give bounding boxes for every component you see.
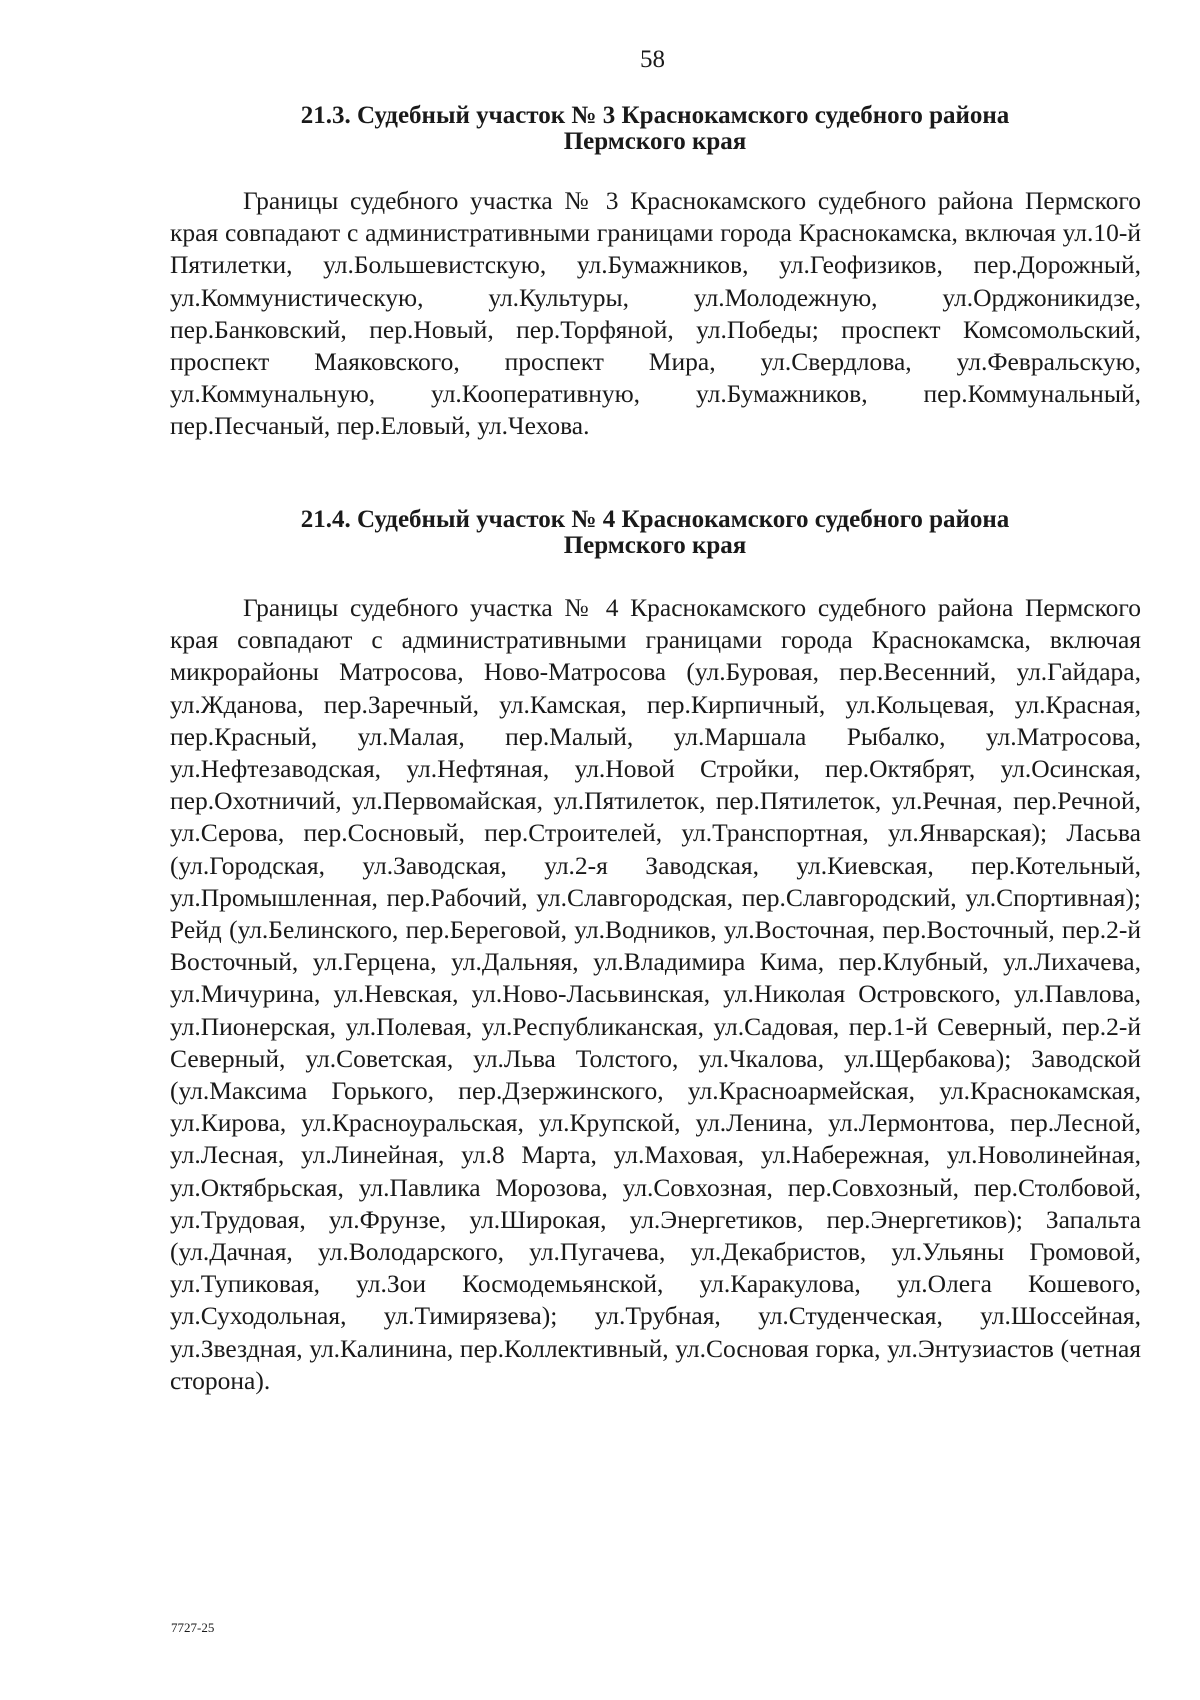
section-paragraph-21-3: Границы судебного участка № 3 Краснокамского судебного района Пермского края совпадают с административными границами города Краснокамска, включая ул.10-й Пятилетки, ул.Большевистскую, ул.Бумажников, ул.Геофизиков, пер.Дорожный, ул.Коммунистическую, ул.Культуры, ул.Молодежную, ул.Орджоникидзе, пер.Банковский, пер.Новый, пер.Торфяной, ул.Победы; проспект Комсомольский, проспект Маяковского, проспект Мира, ул.Свердлова, ул.Февральскую, ул.Коммунальную, ул.Кооперативную, ул.Бумажников, пер.Коммунальный, пер.Песчаный, пер.Еловый, ул.Чехова.	[170, 186, 1141, 441]
section-heading-line: 21.3. Судебный участок № 3 Краснокамского судебного района	[300, 102, 1010, 129]
section-paragraph-21-4: Границы судебного участка № 4 Краснокамского судебного района Пермского края совпадают с административными границами города Краснокамска, включая микрорайоны Матросова, Ново-Матросова (ул.Буровая, пер.Весенний, ул.Гайдара, ул.Жданова, пер.Заречный, ул.Камская, пер.Кирпичный, ул.Кольцевая, ул.Красная, пер.Красный, ул.Малая, пер.Малый, ул.Маршала Рыбалко, ул.Матросова, ул.Нефтезаводская, ул.Нефтяная, ул.Новой Стройки, пер.Октябрят, ул.Осинская, пер.Охотничий, ул.Первомайская, ул.Пятилеток, пер.Пятилеток, ул.Речная, пер.Речной, ул.Серова, пер.Сосновый, пер.Строителей, ул.Транспортная, ул.Январская); Ласьва (ул.Городская, ул.Заводская, ул.2-я Заводская, ул.Киевская, пер.Котельный, ул.Промышленная, пер.Рабочий, ул.Славгородская, пер.Славгородский, ул.Спортивная); Рейд (ул.Белинского, пер.Береговой, ул.Водников, ул.Восточная, пер.Восточный, пер.2-й Восточный, ул.Герцена, ул.Дальняя, ул.Владимира Кима, пер.Клубный, ул.Лихачева, ул.Мичурина, ул.Невская, ул.Ново-Ласьвинская, ул.Николая Островского, ул.Павлова, ул.Пионерская, ул.Полевая, ул.Республиканская, ул.Садовая, пер.1-й Северный, пер.2-й Северный, ул.Советская, ул.Льва Толстого, ул.Чкалова, ул.Щербакова); Заводской (ул.Максима Горького, пер.Дзержинского, ул.Красноармейская, ул.Краснокамская, ул.Кирова, ул.Красноуральская, ул.Крупской, ул.Ленина, ул.Лермонтова, пер.Лесной, ул.Лесная, ул.Линейная, ул.8 Марта, ул.Маховая, ул.Набережная, ул.Новолинейная, ул.Октябрьская, ул.Павлика Морозова, ул.Совхозная, пер.Совхозный, пер.Столбовой, ул.Трудовая, ул.Фрунзе, ул.Широкая, ул.Энергетиков, пер.Энергетиков); Запальта (ул.Дачная, ул.Володарского, ул.Пугачева, ул.Декабристов, ул.Ульяны Громовой, ул.Тупиковая, ул.Зои Космодемьянской, ул.Каракулова, ул.Олега Кошевого, ул.Суходольная, ул.Тимирязева); ул.Трубная, ул.Студенческая, ул.Шоссейная, ул.Звездная, ул.Калинина, пер.Коллективный, ул.Сосновая горка, ул.Энтузиастов (четная сторона).	[170, 593, 1141, 1395]
section-heading-line: Пермского края	[563, 128, 747, 155]
section-heading-21-4	[230, 507, 1080, 559]
page-number: 58	[640, 46, 665, 73]
section-heading-line: Пермского края	[563, 532, 747, 559]
document-code: 7727-25	[171, 1620, 215, 1635]
section-heading-line: 21.4. Судебный участок № 4 Краснокамского судебного района	[300, 506, 1010, 533]
section-heading-21-3	[230, 103, 1080, 155]
